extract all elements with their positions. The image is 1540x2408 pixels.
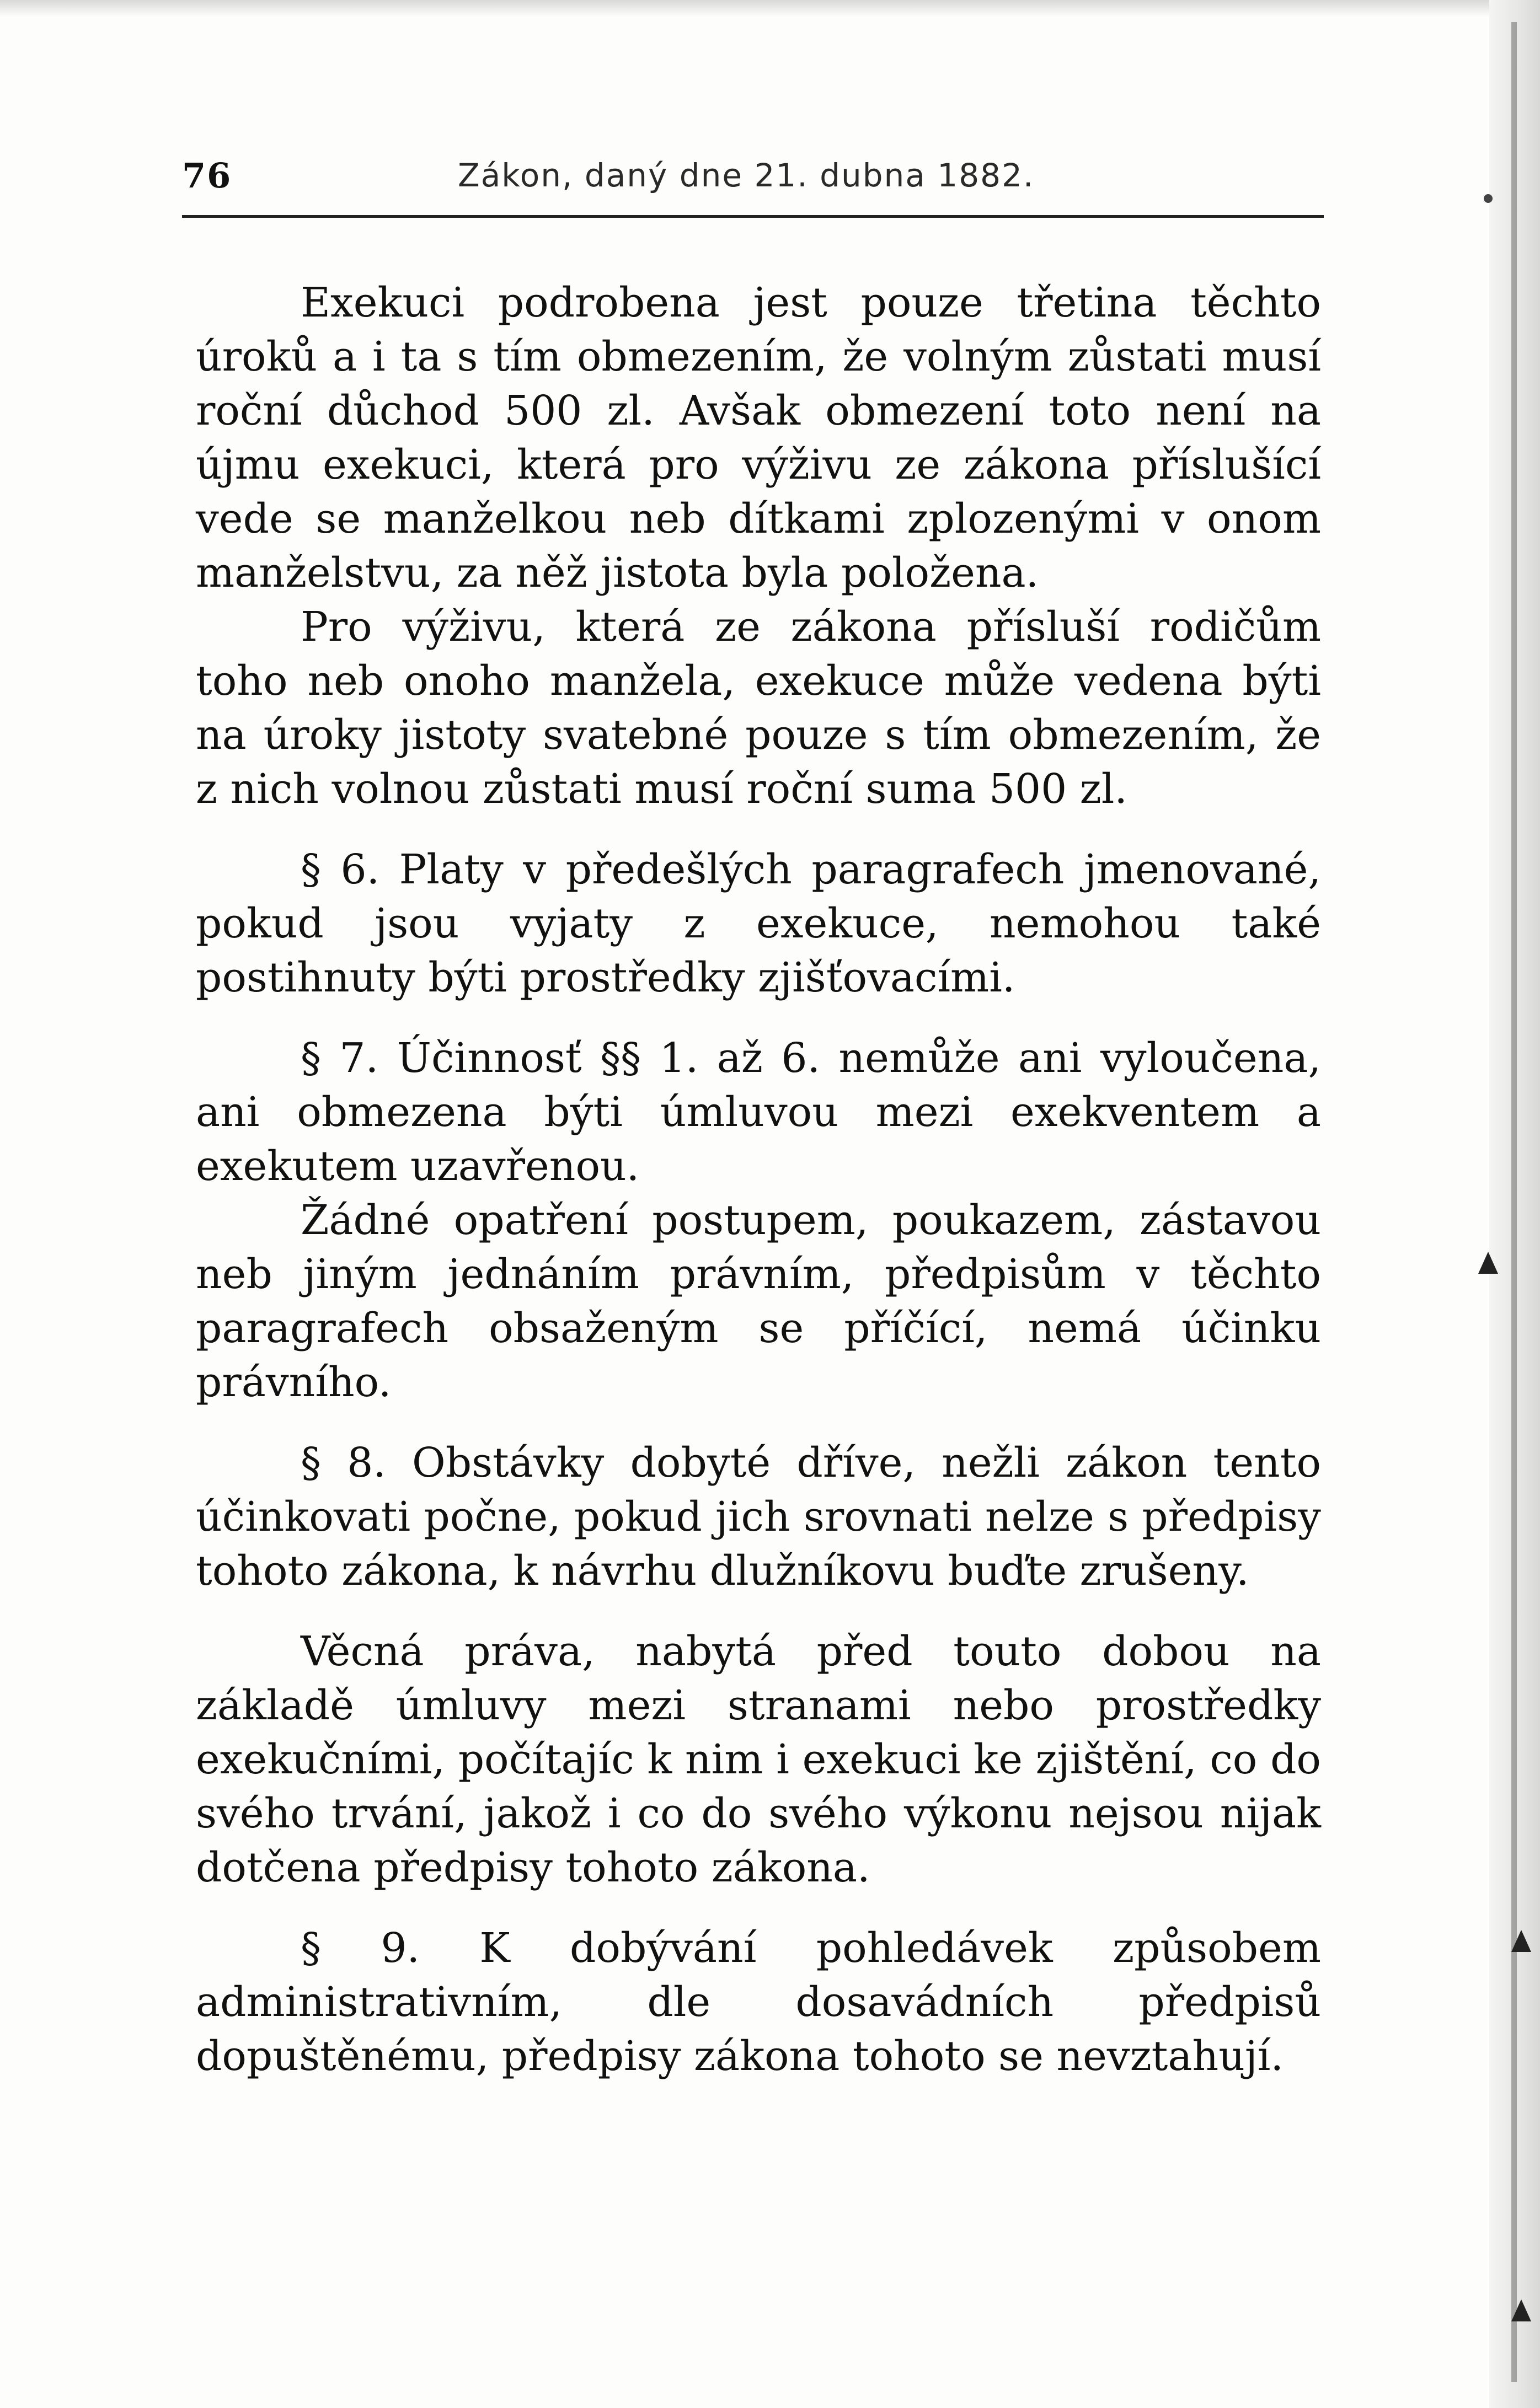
top-page-shadow (0, 0, 1540, 17)
margin-mark-arrow (1511, 1930, 1531, 1952)
running-head: Zákon, daný dne 21. dubna 1882. (458, 157, 1035, 194)
margin-mark-dot (1484, 194, 1493, 203)
header-rule (182, 215, 1324, 218)
section-paragraph: § 9. K dobývání pohledávek způsobem administrativním, dle dosavádních předpisů dopuštěnému, předpisy zákona tohoto se nevztahují. (196, 1924, 1321, 2080)
margin-mark-arrow (1511, 2299, 1531, 2321)
page-number: 76 (182, 155, 232, 196)
paragraph: Pro výživu, která ze zákona přísluší rodičům toho neb onoho manžela, exekuce může vedena býti na úroky jistoty svatebné pouze s tím obmezením, že z nich volnou zůstati musí roční suma 500 zl. (196, 603, 1321, 813)
paragraph: Žádné opatření postupem, poukazem, zástavou neb jiným jednáním právním, předpisům v těchto paragrafech obsaženým se příčící, nemá účinku právního. (196, 1197, 1321, 1406)
section-paragraph: § 6. Platy v předešlých paragrafech jmenované, pokud jsou vyjaty z exekuce, nemohou také postihnuty býti prostředky zjišťovacími. (196, 846, 1321, 1001)
section-paragraph: § 8. Obstávky dobyté dříve, nežli zákon tento účinkovati počne, pokud jich srovnati nelze s předpisy tohoto zákona, k návrhu dlužníkovu buďte zrušeny. (196, 1439, 1321, 1595)
body-text (196, 276, 1321, 2083)
binding-line (1511, 22, 1517, 2382)
section-paragraph: § 7. Účinnosť §§ 1. až 6. nemůže ani vyloučena, ani obmezena býti úmluvou mezi exekventem a exekutem uzavřenou. (196, 1034, 1321, 1190)
margin-mark-arrow (1478, 1252, 1498, 1274)
paragraph: Exekuci podrobena jest pouze třetina těchto úroků a i ta s tím obmezením, že volným zůstati musí roční důchod 500 zl. Avšak obmezení toto není na újmu exekuci, která pro výživu ze zákona příslušící vede se manželkou neb dítkami zplozenými v onom manželstvu, za něž jistota byla položena. (196, 279, 1321, 597)
page-header (182, 150, 1324, 200)
paragraph: Věcná práva, nabytá před touto dobou na základě úmluvy mezi stranami nebo prostředky exekučními, počítajíc k nim i exekuci ke zjištění, co do svého trvání, jakož i co do svého výkonu nejsou nijak dotčena předpisy tohoto zákona. (196, 1628, 1321, 1891)
